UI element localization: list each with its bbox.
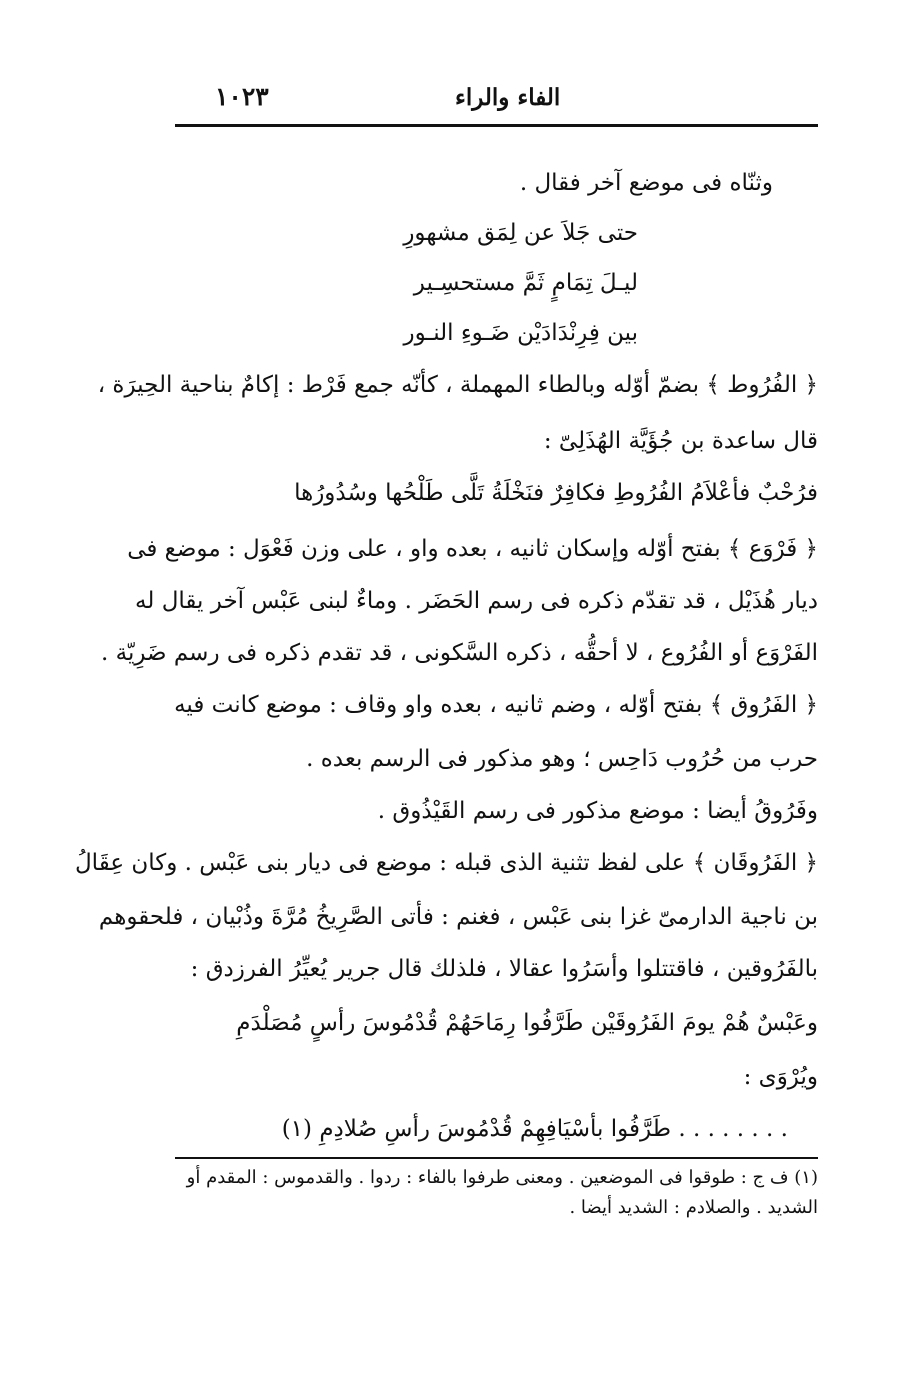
- entry-line: ﴿ الفَرُوق ﴾ بفتح أوّله ، وضم ثانيه ، بعده واو وقاف : موضع كانت فيه: [174, 692, 818, 718]
- verse-line: فرُحْبٌ فأعْلاَمُ الفُرُوطِ فكافِرٌ فنَخْلَةُ تَلَّى طَلْحُها وسُدُورُها: [294, 480, 818, 506]
- verse-line: . . . . . . . . طَرَّفُوا بأسْيَافِهِمْ قُدْمُوسَ رأسِ صُلادِمِ (١): [281, 1116, 788, 1142]
- text-line: حرب من حُرُوب دَاحِس ؛ وهو مذكور فى الرسم بعده .: [306, 746, 818, 772]
- footnote-line: الشديد . والصلادم : الشديد أيضا .: [569, 1197, 818, 1218]
- page-number: ١٠٢٣: [215, 82, 269, 111]
- verse-line: وعَبْسٌ هُمْ يومَ الفَرُوقَيْن طَرَّفُوا رِمَاحَهُمْ قُدْمُوسَ رأسٍ مُصَلْدَمِ: [236, 1010, 818, 1036]
- footnote-line: (١) ف ج : طوقوا فى الموضعين . ومعنى طرفوا بالفاء : ردوا . والقدموس : المقدم أو: [186, 1167, 818, 1188]
- entry-line: ﴿ الفَرُوقَان ﴾ على لفظ تثنية الذى قبله : موضع فى ديار بنى عَبْس . وكان عِقَالُ: [74, 850, 818, 876]
- text-line: الفَرْوَع أو الفُرُوع ، لا أحقُّه ، ذكره السَّكونى ، قد تقدم ذكره فى رسم ضَرِيّة .: [100, 640, 818, 666]
- text-line: وفَرُوقُ أيضا : موضع مذكور فى رسم القَيْذُوق .: [377, 798, 818, 824]
- page-header: [175, 82, 818, 118]
- text-line: ويُرْوَى :: [743, 1064, 818, 1090]
- text-line: بالفَرُوقين ، فاقتتلوا وأسَرُوا عقالا ، فلذلك قال جرير يُعيِّرُ الفرزدق :: [190, 956, 818, 982]
- text-line: بن ناجية الدارمىّ غزا بنى عَبْس ، فغنم : فأتى الصَّرِيخُ مُرَّةَ وذُبْيان ، فلحقوهم: [98, 904, 818, 930]
- text-line: وثنّاه فى موضع آخر فقال .: [519, 170, 773, 196]
- running-title: الفاء والراء: [455, 84, 561, 111]
- verse-line: حتى جَلاَ عن لِمَق مشهورِ: [403, 220, 638, 246]
- text-line: قال ساعدة بن جُؤَيَّة الهُذَلِىّ :: [543, 428, 818, 454]
- verse-line: ليـلَ تِمَامٍ ثَمَّ مستحسِـير: [413, 270, 638, 296]
- entry-line: ﴿ الفُرُوط ﴾ بضمّ أوّله وبالطاء المهملة ، كأنّه جمع فَرْط : إكامٌ بناحية الحِيرَة ،: [97, 372, 818, 398]
- entry-line: ﴿ فَرْوَع ﴾ بفتح أوّله وإسكان ثانيه ، بعده واو ، على وزن فَعْوَل : موضع فى: [127, 536, 818, 562]
- header-rule: [175, 124, 818, 127]
- text-line: ديار هُذَيْل ، قد تقدّم ذكره فى رسم الحَضَر . وماءٌ لبنى عَبْس آخر يقال له: [135, 588, 818, 614]
- footnote-rule: [175, 1157, 818, 1159]
- verse-line: بين فِرِنْدَادَيْن ضَـوءِ النـور: [403, 320, 638, 346]
